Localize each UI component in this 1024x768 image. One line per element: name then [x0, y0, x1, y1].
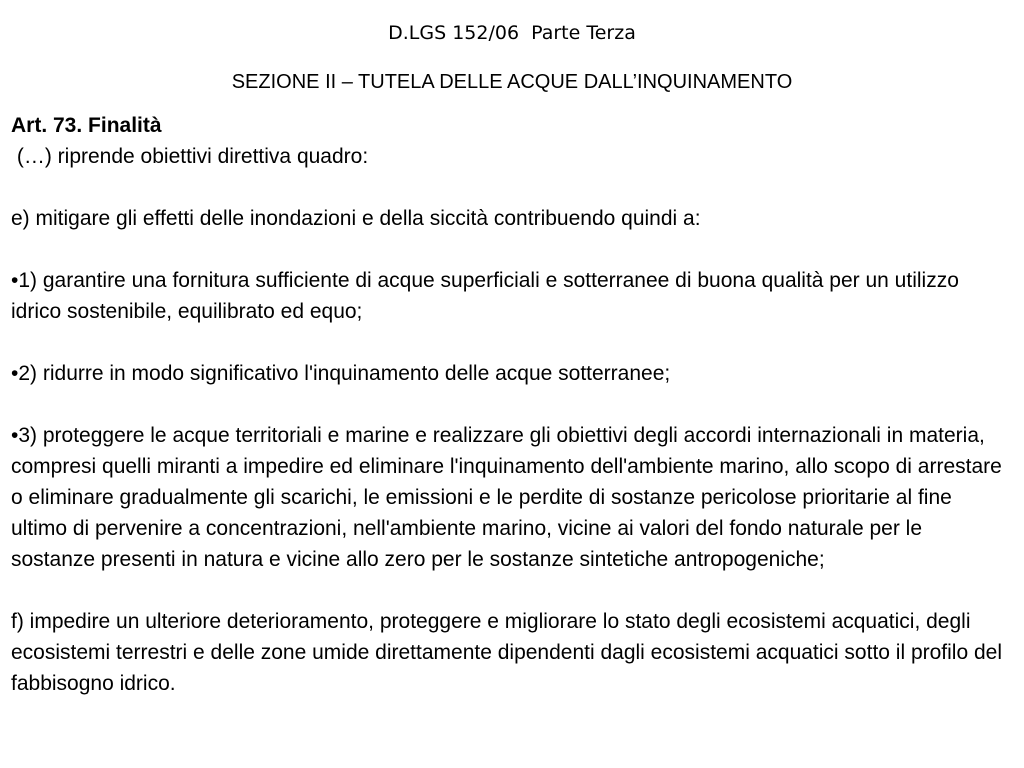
bullet-1-text: •1) garantire una fornitura sufficiente di acque superficiali e sotterranee di buona qualità per un utilizzo idrico sostenibile, equilibrato ed equo;: [11, 269, 959, 323]
article-heading: Art. 73. Finalità: [11, 114, 162, 137]
point-f-text: f) impedire un ulteriore deterioramento, proteggere e migliorare lo stato degli ecosistemi acquatici, degli ecosistemi terrestri e delle zone umide direttamente dipendenti dagli ecosistemi acquatici sotto il profilo del fabbisogno idrico.: [11, 610, 1003, 695]
bullet-2-text: •2) ridurre in modo significativo l'inquinamento delle acque sotterranee;: [11, 362, 671, 385]
point-e-text: e) mitigare gli effetti delle inondazioni e della siccità contribuendo quindi a:: [11, 207, 701, 230]
spacer: [11, 234, 1011, 265]
spacer: [11, 389, 1011, 420]
section-subtitle: SEZIONE II – TUTELA DELLE ACQUE DALL’INQUINAMENTO: [231, 71, 793, 93]
bullet-3-text: •3) proteggere le acque territoriali e marine e realizzare gli obiettivi degli accordi internazionali in materia, compresi quelli miranti a impedire ed eliminare l'inquinamento dell'ambiente marino, allo scopo di arrestare o eliminare gradualmente gli scarichi, le emissioni e le perdite di sostanze pericolose prioritarie al fine ultimo di pervenire a concentrazioni, nell'ambiente marino, vicine ai valori del fondo naturale per le sostanze presenti in natura e vicine allo zero per le sostanze sintetiche antropogeniche;: [11, 424, 1002, 571]
spacer: [11, 575, 1011, 606]
spacer: [11, 172, 1011, 203]
intro-text: (…) riprende obiettivi direttiva quadro:: [11, 145, 369, 168]
slide-body: [11, 110, 1011, 699]
slide-title: D.LGS 152/06 Parte Terza: [388, 22, 636, 44]
spacer: [11, 327, 1011, 358]
